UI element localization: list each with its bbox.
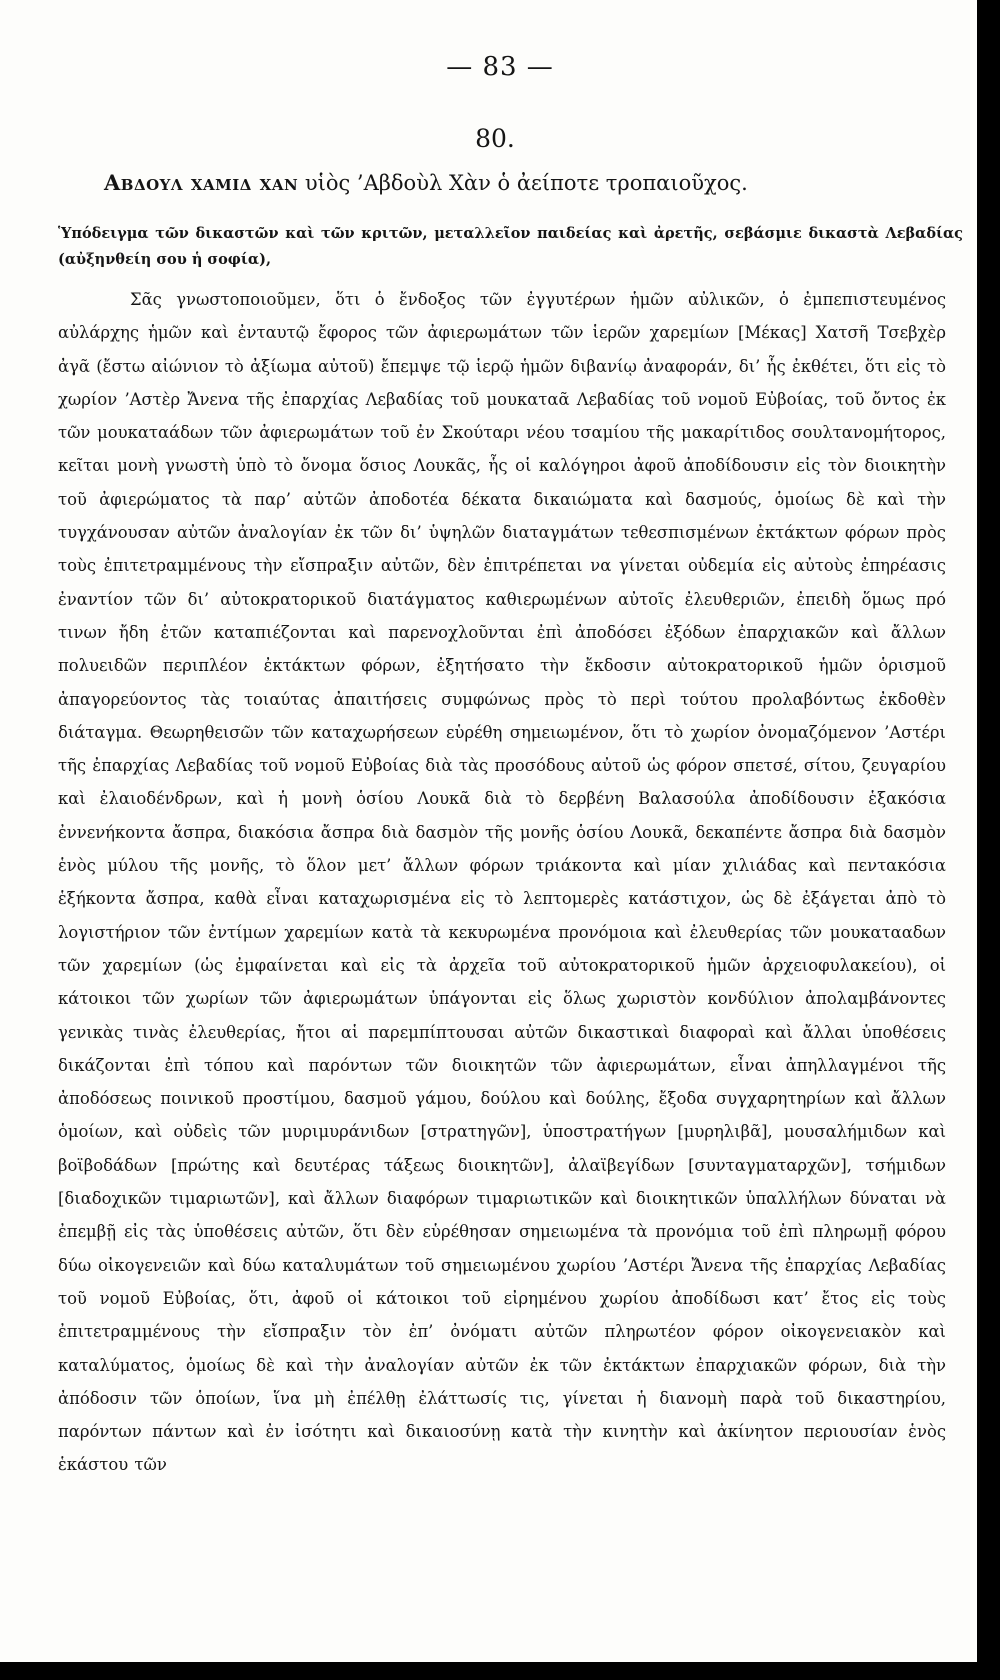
heading-title: υἱὸς ’Αβδοὺλ Χὰν ὁ ἀείποτε τροπαιοῦχος. <box>298 171 748 195</box>
document-number: 80. <box>475 124 515 153</box>
address-line: Ὑπόδειγμα τῶν δικαστῶν καὶ τῶν κριτῶν, μεταλλεῖον παιδείας καὶ ἀρετῆς, σεβάσμιε δικαστὰ Λεβαδίας (αὐξηνθείη σου ἡ σοφία), <box>58 225 963 268</box>
body-paragraph: Σᾶς γνωστοποιοῦμεν, ὅτι ὁ ἔνδοξος τῶν ἐγγυτέρων ἡμῶν αὐλικῶν, ὁ ἐμπεπιστευμένος αὐλάρχης ἡμῶν καὶ ἐνταυτῷ ἔφορος τῶν ἀφιερωμάτων τῶν ἱερῶν χαρεμίων [Μέκας] Χατσῆ Τσεβχὲρ ἀγᾶ (ἔστω αἰώνιον τὸ ἀξίωμα αὐτοῦ) ἔπεμψε τῷ ἱερῷ ἡμῶν διβανίῳ ἀναφοράν, δι’ ἧς ἐκθέτει, ὅτι εἰς τὸ χωρίον ’Αστὲρ Ἄνενα τῆς ἐπαρχίας Λεβαδίας τοῦ μουκαταᾶ Λεβαδίας τοῦ νομοῦ Εὐβοίας, τοῦ ὄντος ἐκ τῶν μουκαταάδων τῶν ἀφιερωμάτων τοῦ ἐν Σκούταρι νέου τσαμίου τῆς μακαρίτιδος σουλτανομήτορος, κεῖται μονὴ γνωστὴ ὑπὸ τὸ ὄνομα ὅσιος Λουκᾶς, ἧς οἱ καλόγηροι ἀφοῦ ἀποδίδουσιν εἰς τὸν διοικητὴν τοῦ ἀφιερώματος τὰ παρ’ αὐτῶν ἀποδοτέα δέκατα δικαιώματα καὶ δασμούς, ὁμοίως δὲ καὶ τὴν τυγχάνουσαν αὐτῶν ἀναλογίαν ἐκ τῶν δι’ ὑψηλῶν διαταγμάτων τεθεσπισμένων ἐκτάκτων φόρων πρὸς τοὺς ἐπιτετραμμένους τὴν εἴσπραξιν αὐτῶν, δὲν ἐπιτρέπεται να γίνεται οὐδεμία εἰς αὐτοὺς ἐπηρέασις ἐναντίον τῶν δι’ αὐτοκρατορικοῦ διατάγματος καθιερωμένων αὐτοῖς ἐλευθεριῶν, ἐπειδὴ ὅμως πρό τινων ἤδη ἐτῶν καταπιέζονται καὶ παρενοχλοῦνται ἐπὶ ἀποδόσει ἐξόδων ἐπαρχιακῶν καὶ ἄλλων πολυειδῶν περιπλέον ἐκτάκτων φόρων, ἐξητήσατο τὴν ἔκδοσιν αὐτοκρατορικοῦ ἡμῶν ὁρισμοῦ ἀπαγορεύοντος τὰς τοιαύτας ἀπαιτήσεις συμφώνως πρὸς τὸ περὶ τούτου προλαβόντως ἐκδοθὲν διάταγμα. Θεωρηθεισῶν τῶν καταχωρήσεων εὑρέθη σημειωμένον, ὅτι τὸ χωρίον ὀνομαζόμενον ’Αστέρι τῆς ἐπαρχίας Λεβαδίας τοῦ νομοῦ Εὐβοίας διὰ τὰς προσόδους αὐτοῦ ὡς φόρον σπετσέ, σίτου, ζευγαρίου καὶ ἐλαιοδένδρων, καὶ ἡ μονὴ ὁσίου Λουκᾶ διὰ τὸ δερβένη Βαλασούλα ἀποδίδουσιν ἑξακόσια ἐννενήκοντα ἄσπρα, διακόσια ἄσπρα διὰ δασμὸν τῆς μονῆς ὁσίου Λουκᾶ, δεκαπέντε ἄσπρα διὰ δασμὸν ἑνὸς μύλου τῆς μονῆς, τὸ ὅλον μετ’ ἄλλων φόρων τριάκοντα καὶ μίαν χιλιάδας καὶ πεντακόσια ἑξήκοντα ἄσπρα, καθὰ εἶναι καταχωρισμένα εἰς τὸ λεπτομερὲς κατάστιχον, ὡς δὲ ἐξάγεται ἀπὸ τὸ λογιστήριον τῶν ἐντίμων χαρεμίων κατὰ τὰ κεκυρωμένα προνόμοια καὶ ἐλευθερίας τῶν μουκατααδων τῶν χαρεμίων (ὡς ἐμφαίνεται καὶ εἰς τὰ ἀρχεῖα τοῦ αὐτοκρατορικοῦ ἡμῶν ἀρχειοφυλακείου), οἱ κάτοικοι τῶν χωρίων τῶν ἀφιερωμάτων ὑπάγονται εἰς ὅλως χωριστὸν κονδύλιον ἀπολαμβάνοντες γενικὰς τινὰς ἐλευθερίας, ἤτοι αἱ παρεμπίπτουσαι αὐτῶν δικαστικαὶ διαφοραὶ καὶ ἄλλαι ὑποθέσεις δικάζονται ἐπὶ τόπου καὶ παρόντων τῶν διοικητῶν τῶν ἀφιερωμάτων, εἶναι ἀπηλλαγμένοι τῆς ἀποδόσεως ποινικοῦ προστίμου, δασμοῦ γάμου, δούλου καὶ δούλης, ἔξοδα συγχαρητηρίων καὶ ἄλλων ὁμοίων, καὶ οὐδεὶς τῶν μυριμυράνιδων [στρατηγῶν], ὑποστρατήγων [μυρηλιβᾶ], μουσαλήμιδων καὶ βοϊβοδάδων [πρώτης καὶ δευτέρας τάξεως διοικητῶν], ἀλαϊβεγίδων [συνταγματαρχῶν], τσήμιδων [διαδοχικῶν τιμαριωτῶν], καὶ ἄλλων διαφόρων τιμαριωτικῶν καὶ διοικητικῶν ὑπαλλήλων δύναται νὰ ἐπεμβῇ εἰς τὰς ὑποθέσεις αὐτῶν, ὅτι δὲν εὑρέθησαν σημειωμένα τὰ προνόμια τοῦ ἐπὶ πληρωμῇ φόρου δύω οἰκογενειῶν καὶ δύω καταλυμάτων τοῦ σημειωμένου χωρίου ’Αστέρι Ἄνενα τῆς ἐπαρχίας Λεβαδίας τοῦ νομοῦ Εὐβοίας, ὅτι, ἀφοῦ οἱ κάτοικοι τοῦ εἰρημένου χωρίου ἀποδίδωσι κατ’ ἔτος εἰς τοὺς ἐπιτετραμμένους τὴν εἴσπραξιν τὸν ἐπ’ ὀνόματι αὐτῶν πληρωτέον φόρον οἰκογενειακὸν καὶ καταλύματος, ὁμοίως δὲ καὶ τὴν ἀναλογίαν αὐτῶν ἐκ τῶν ἐκτάκτων ἐπαρχιακῶν φόρων, διὰ τὴν ἀπόδοσιν τῶν ὁποίων, ἵνα μὴ ἐπέλθῃ ἐλάττωσίς τις, γίνεται ἡ διανομὴ παρὰ τοῦ δικαστηρίου, παρόντων πάντων καὶ ἐν ἰσότητι καὶ δικαιοσύνῃ κατὰ τὴν κινητὴν καὶ ἀκίνητον περιουσίαν ἑνὸς ἑκάστου τῶν <box>58 290 946 1475</box>
heading-sultan-name: Αβδουλ χαμιδ χαν <box>104 170 299 195</box>
page-number: — 83 — <box>446 52 554 82</box>
document-heading <box>104 170 924 195</box>
